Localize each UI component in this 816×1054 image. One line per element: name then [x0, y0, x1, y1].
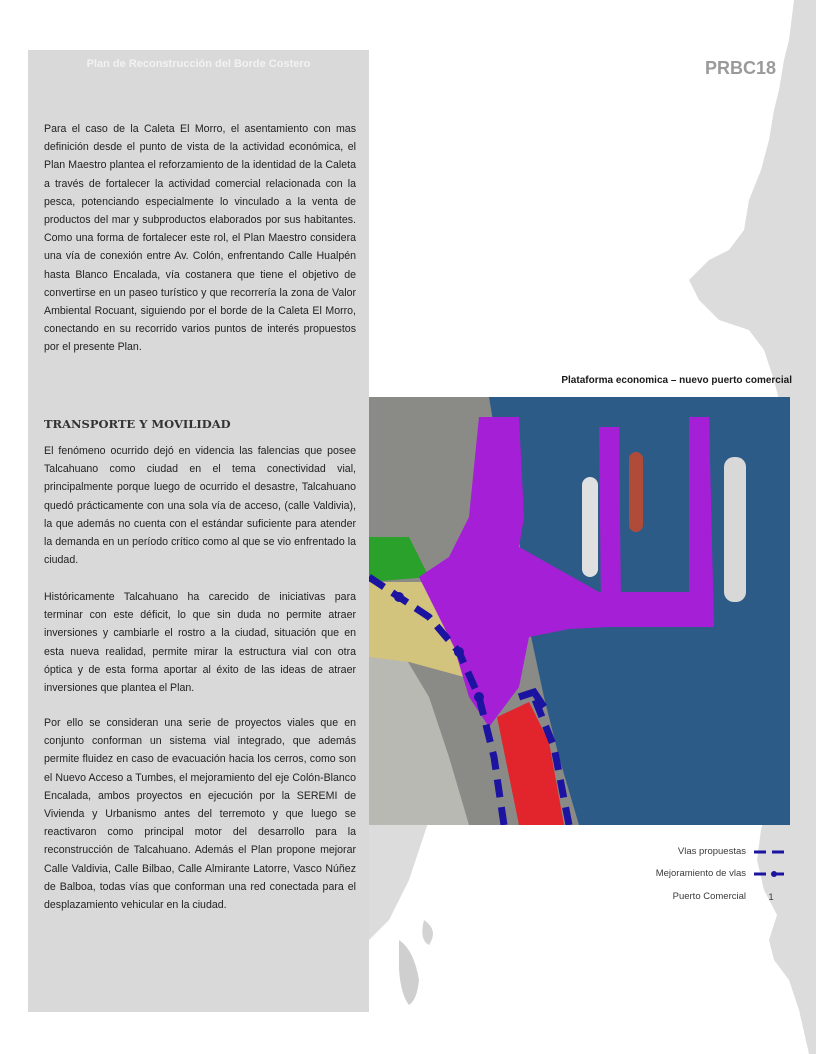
dashed-line-icon	[752, 846, 790, 860]
paragraph-caleta-el-morro: Para el caso de la Caleta El Morro, el asentamiento con mas definición desde el punto de vista de la actividad económica, el Plan Maestro plantea el reforzamiento de la identidad de la Caleta a través de fortalecer la actividad comercial relacionada con la pesca, potenciando especialmente lo vinculado a la venta de productos del mar y subproductos elaborados por sus habitantes. Como una forma de fortalecer este rol, el Plan Maestro considera una vía de conexión entre Av. Colón, enfrentando Calle Hualpén hasta Blanco Encalada, vía costanera que tiene el objetivo de convertirse en un paseo turístico y que recorrería la zona de Valor Ambiental Rocuant, siguiendo por el borde de la Caleta El Morro, conectando en su recorrido varios puntos de interés propuestos por el presente Plan.	[44, 123, 356, 354]
text-column	[28, 50, 369, 1012]
legend-item-proposed	[560, 846, 790, 860]
page-number: 22	[730, 957, 782, 1009]
paragraph-transporte-2: Históricamente Talcahuano ha carecido de iniciativas para terminar con este déficit, lo que sin duda no permite atraer inversiones y cambiarle el rostro a la ciudad, situación que en esta nueva realidad, permite mirar la estructura vial con otra óptica y de esta forma aportar al éxito de las ideas de atraer inversiones que plantea el Plan.	[44, 591, 356, 695]
legend-label: Vlas propuestas	[677, 846, 746, 857]
figure-caption: Plataforma economica – nuevo puerto comercial	[561, 375, 792, 386]
dash-dot-line-icon	[752, 868, 790, 882]
section-header: Plan de Reconstrucción del Borde Costero	[86, 58, 311, 70]
ship	[582, 477, 598, 577]
legend-item-commercial-port	[560, 891, 790, 905]
legend-label: Puerto Comercial	[672, 891, 746, 902]
paragraph-transporte-1: El fenómeno ocurrido dejó en videncia las falencias que posee Talcahuano como ciudad en el tema conectividad vial, principalmente porque luego de ocurrido el desastre, Talcahuano quedó prácticamente con una sola vía de acceso, (calle Valdivia), la que además no cuenta con el estándar suficiente para atender la demanda en un período crítico como al que se vio enfrentado la ciudad.	[44, 445, 356, 567]
document-code: PRBC18	[704, 58, 776, 78]
port-aerial-map	[369, 397, 790, 825]
legend-label: Mejoramiento de vlas	[655, 868, 746, 879]
ship	[629, 452, 643, 532]
section-title: TRANSPORTE Y MOVILIDAD	[44, 417, 231, 431]
ship	[724, 457, 746, 602]
legend-item-improvement	[560, 868, 790, 882]
paragraph-transporte-3: Por ello se consideran una serie de proyectos viales que en conjunto conforman un sistema vial integrado, que además permite fluidez en caso de evacuación hacia los cerros, como son el Nuevo Acceso a Tumbes, el mejoramiento del eje Colón-Blanco Encalada, ambos proyectos en ejecución por la SEREMI de Vivienda y Urbanismo antes del terremoto y que luego se reactivaron como principal motor del desarrollo para la reconstrucción de Talcahuano. Además el Plan propone mejorar Calle Valdivia, Calle Bilbao, Calle Almirante Latorre, Vasco Núñez de Balboa, todas vías que conforman una red conectada para el desplazamiento vehicular en la ciudad.	[44, 717, 356, 912]
legend-marker: 1	[768, 892, 774, 903]
